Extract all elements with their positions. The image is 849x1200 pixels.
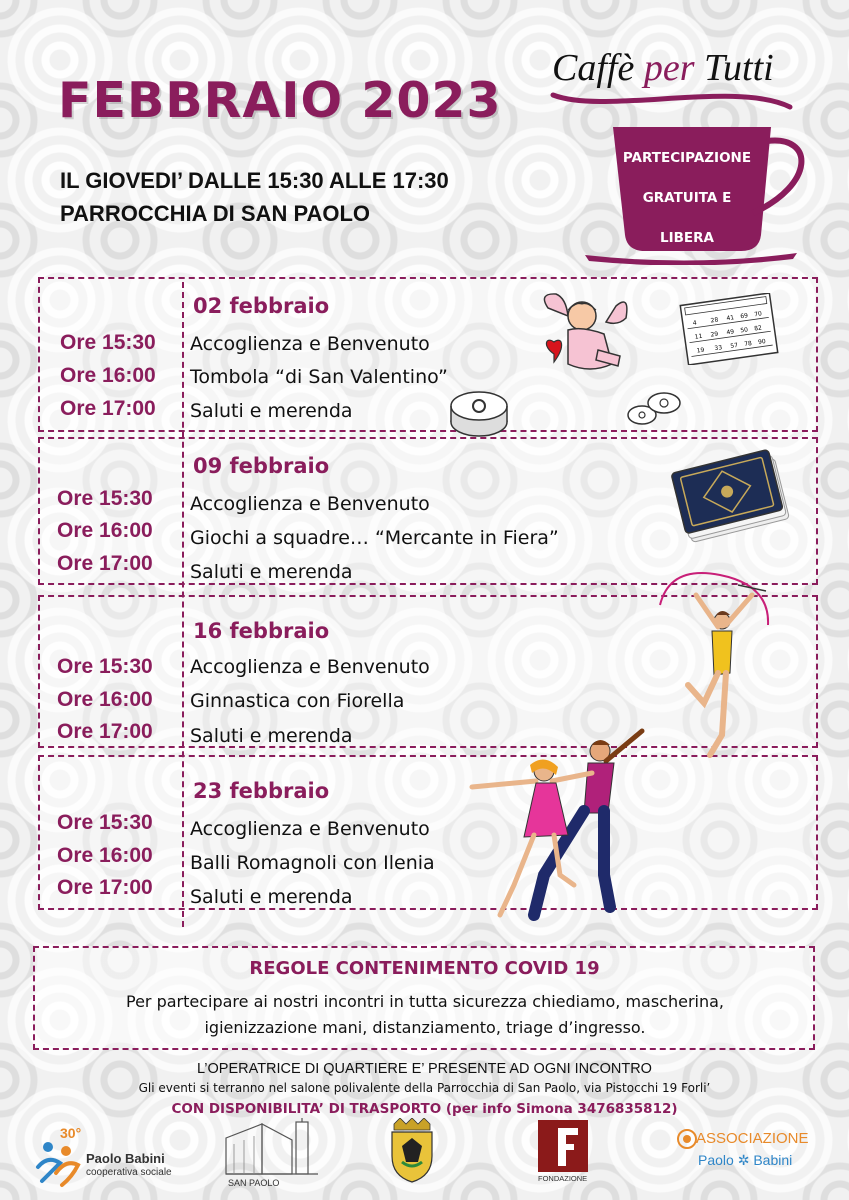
event-activity: Accoglienza e Benvenuto	[190, 656, 430, 678]
event-activity: Ginnastica con Fiorella	[190, 690, 405, 712]
venue-line: PARROCCHIA DI SAN PAOLO	[60, 201, 371, 226]
coat-of-arms-icon	[388, 1118, 436, 1184]
brand-word-per: per	[643, 47, 695, 89]
brand-word-tutti: Tutti	[703, 47, 774, 89]
fondazione-f-mid	[558, 1144, 574, 1150]
event-activity: Giochi a squadre… “Mercante in Fiera”	[190, 527, 559, 549]
logo-associazione	[676, 1128, 826, 1178]
event-activity: Accoglienza e Benvenuto	[190, 818, 430, 840]
footer-location-line: Gli eventi si terranno nel salone polivalente della Parrocchia di San Paolo, via Pistocchi 19 Forli’	[138, 1081, 711, 1095]
event-time: Ore 16:00	[57, 688, 153, 711]
babini-figures-icon	[34, 1137, 82, 1189]
babini-name: Paolo Babini	[86, 1151, 165, 1166]
covid-rules-line: Per partecipare ai nostri incontri in tutta sicurezza chiediamo, mascherina,	[125, 992, 725, 1011]
footer-operator-line: L’OPERATRICE DI QUARTIERE E’ PRESENTE AD OGNI INCONTRO	[197, 1061, 652, 1077]
covid-rules-title: REGOLE CONTENIMENTO COVID 19	[249, 958, 600, 979]
event-time: Ore 16:00	[60, 364, 156, 387]
event-activity: Tombola “di San Valentino”	[190, 366, 448, 388]
tombola-number: 69	[739, 312, 749, 321]
event-time: Ore 15:30	[60, 331, 156, 354]
event-time: Ore 17:00	[57, 876, 153, 899]
tombola-number: 19	[696, 346, 705, 355]
event-activity: Saluti e merenda	[190, 400, 353, 422]
assoc-name-first: Paolo	[698, 1152, 734, 1168]
logo-babini-coop	[34, 1125, 184, 1190]
event-time: Ore 15:30	[57, 655, 153, 678]
cup-text-line2: GRATUITA E	[642, 190, 732, 206]
event-time: Ore 17:00	[60, 397, 156, 420]
event-time: Ore 15:30	[57, 487, 153, 510]
babini-subtitle: cooperativa sociale	[86, 1167, 172, 1178]
tombola-token-icon	[622, 385, 686, 431]
tombola-token-icon	[446, 386, 512, 440]
tombola-number: 50	[739, 326, 749, 335]
event-date: 16 febbraio	[193, 619, 330, 643]
event-time: Ore 17:00	[57, 720, 153, 743]
event-date: 23 febbraio	[193, 779, 330, 803]
logo-fondazione	[532, 1120, 592, 1186]
tombola-number: 70	[753, 310, 763, 319]
event-date: 02 febbraio	[193, 294, 330, 318]
schedule-time-line: IL GIOVEDI’ DALLE 15:30 ALLE 17:30	[60, 168, 449, 193]
event-date: 09 febbraio	[193, 454, 330, 478]
event-time: Ore 15:30	[57, 811, 153, 834]
cupid-icon	[538, 288, 633, 380]
church-icon	[222, 1118, 322, 1176]
brand-word-caffe: Caffè	[552, 47, 635, 89]
fondazione-f-top	[558, 1128, 578, 1135]
brand-title	[552, 46, 774, 90]
tombola-number: 11	[694, 332, 703, 341]
tombola-card-icon	[678, 293, 780, 365]
event-activity: Saluti e merenda	[190, 886, 353, 908]
tombola-number: 82	[753, 324, 763, 333]
assoc-name-last: Babini	[753, 1152, 793, 1168]
event-activity: Accoglienza e Benvenuto	[190, 333, 430, 355]
tombola-number: 41	[726, 314, 735, 323]
tombola-number: 28	[710, 316, 719, 325]
event-activity: Saluti e merenda	[190, 725, 353, 747]
tombola-number: 78	[743, 339, 753, 348]
fondazione-mark	[538, 1120, 588, 1172]
assoc-name	[698, 1152, 792, 1169]
logo-san-paolo	[222, 1118, 322, 1190]
event-activity: Balli Romagnoli con Ilenia	[190, 852, 435, 874]
footer-transport-line: CON DISPONIBILITA’ DI TRASPORTO (per info Simona 3476835812)	[171, 1101, 678, 1117]
gymnast-icon	[640, 565, 780, 765]
dancers-icon	[464, 725, 654, 925]
page-title: FEBBRAIO 2023	[58, 72, 502, 129]
tombola-number: 33	[714, 344, 723, 353]
tombola-number: 90	[757, 338, 767, 347]
assoc-title: ASSOCIAZIONE	[696, 1130, 809, 1147]
playing-cards-icon	[668, 440, 792, 550]
column-divider	[182, 282, 184, 927]
event-time: Ore 16:00	[57, 844, 153, 867]
san-paolo-label: SAN PAOLO	[228, 1178, 280, 1188]
fondazione-label: FONDAZIONE	[538, 1174, 588, 1183]
tombola-number: 49	[726, 328, 735, 337]
babini-years: 30°	[60, 1125, 82, 1141]
event-activity: Saluti e merenda	[190, 561, 353, 583]
event-activity: Accoglienza e Benvenuto	[190, 493, 430, 515]
tombola-number: 4	[692, 319, 698, 327]
covid-rules-line: igienizzazione mani, distanziamento, triage d’ingresso.	[204, 1018, 646, 1037]
cup-text-line1: PARTECIPAZIONE	[622, 150, 752, 166]
tombola-number: 29	[710, 330, 719, 339]
flower-icon	[676, 1128, 698, 1150]
event-time: Ore 16:00	[57, 519, 153, 542]
tombola-number: 57	[729, 341, 739, 350]
cup-text-line3: LIBERA	[660, 230, 714, 246]
event-time: Ore 17:00	[57, 552, 153, 575]
assoc-people-icon: ✲	[737, 1152, 750, 1168]
